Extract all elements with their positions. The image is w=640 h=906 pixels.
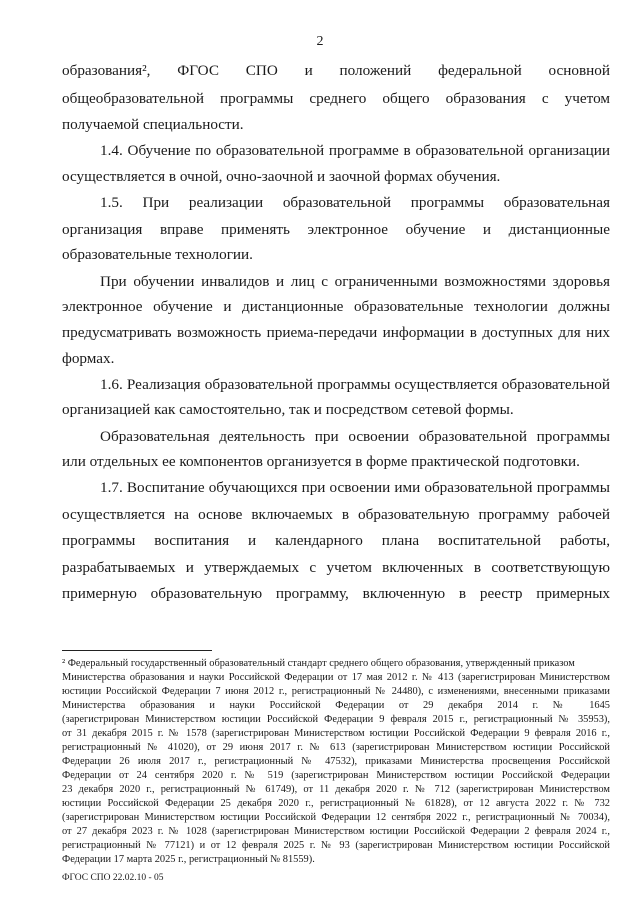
- footnote-line: Министерства образования и науки Российской Федерации от 29 декабря 2014 г. № 1645: [62, 700, 610, 711]
- footnote-line: юстиции Российской Федерации 25 декабря 2020 г., регистрационный № 61828), от 12 августа 2022 г. № 732: [62, 798, 610, 809]
- body-line: разрабатываемых и утверждаемых с учетом включенных в соответствующую: [62, 559, 610, 576]
- body-line: образования², ФГОС СПО и положений федеральной основной: [62, 62, 610, 79]
- footnote-line: юстиции Российской Федерации 7 июня 2012 г., регистрационный № 24480), с изменениями, внесенными приказами: [62, 686, 610, 697]
- footnote-line: от 31 декабря 2015 г. № 1578 (зарегистрирован Министерством юстиции Российской Федерации 9 февраля 2016 г.,: [62, 728, 610, 739]
- body-line: организацией как самостоятельно, так и посредством сетевой формы.: [62, 401, 514, 418]
- footnote-line: (зарегистрирован Министерством юстиции Российской Федерации 12 сентября 2022 г., регистрационный № 70034),: [62, 812, 610, 823]
- footnote-line: регистрационный № 41020), от 29 июня 2017 г. № 613 (зарегистрирован Министерством юстиции Российской: [62, 742, 610, 753]
- body-line: 1.4. Обучение по образовательной программе в образовательной организации: [100, 142, 610, 159]
- body-line: 1.7. Воспитание обучающихся при освоении ими образовательной программы: [100, 479, 610, 496]
- body-line: получаемой специальности.: [62, 116, 244, 133]
- body-line: общеобразовательной программы среднего общего образования с учетом: [62, 90, 610, 107]
- body-line: предусматривать возможность приема-передачи информации в доступных для них: [62, 324, 610, 341]
- footnote-line: от 27 декабря 2023 г. № 1028 (зарегистрирован Министерством юстиции Российской Федерации 2 февраля 2024 г.,: [62, 826, 610, 837]
- body-line: программы воспитания и календарного плана воспитательной работы,: [62, 532, 610, 549]
- footnote-line: (зарегистрирован Министерством юстиции Российской Федерации 9 февраля 2015 г., регистрационный № 35953),: [62, 714, 610, 725]
- body-line: осуществляется на основе включаемых в образовательную программу рабочей: [62, 506, 610, 523]
- body-line: или отдельных ее компонентов организуется в форме практической подготовки.: [62, 453, 580, 470]
- body-line: осуществляется в очной, очно-заочной и заочной формах обучения.: [62, 168, 501, 185]
- footnote-separator: [62, 650, 212, 651]
- body-line: При обучении инвалидов и лиц с ограниченными возможностями здоровья: [100, 273, 610, 290]
- footer-doc-code: ФГОС СПО 22.02.10 - 05: [62, 873, 164, 883]
- body-line: образовательные технологии.: [62, 246, 253, 263]
- body-line: 1.5. При реализации образовательной программы образовательная: [100, 194, 610, 211]
- body-line: организация вправе применять электронное обучение и дистанционные: [62, 221, 610, 238]
- footnote-line: Федерации от 24 сентября 2020 г. № 519 (зарегистрирован Министерством юстиции Российской Федерации: [62, 770, 610, 781]
- body-line: формах.: [62, 350, 115, 367]
- page-number: 2: [316, 34, 324, 49]
- footnote-line: Федерации 26 июля 2017 г., регистрационный № 47532), приказами Министерства просвещения Российской: [62, 756, 610, 767]
- footnote-line: 23 декабря 2020 г., регистрационный № 61749), от 11 декабря 2020 г. № 712 (зарегистрирован Министерством: [62, 784, 610, 795]
- body-line: примерную образовательную программу, включенную в реестр примерных: [62, 585, 610, 602]
- footnote-line: ² Федеральный государственный образовательный стандарт среднего общего образования, утвержденный приказом: [62, 658, 575, 669]
- footnote-line: Федерации 17 марта 2025 г., регистрационный № 81559).: [62, 854, 315, 865]
- footnote-line: Министерства образования и науки Российской Федерации от 17 мая 2012 г. № 413 (зарегистрирован Министерством: [62, 672, 610, 683]
- body-line: Образовательная деятельность при освоении образовательной программы: [100, 428, 610, 445]
- body-line: электронное обучение и дистанционные образовательные технологии должны: [62, 298, 610, 315]
- footnote-line: регистрационный № 77121) и от 12 февраля 2025 г. № 93 (зарегистрирован Министерством юстиции Российской: [62, 840, 610, 851]
- body-line: 1.6. Реализация образовательной программы осуществляется образовательной: [100, 376, 610, 393]
